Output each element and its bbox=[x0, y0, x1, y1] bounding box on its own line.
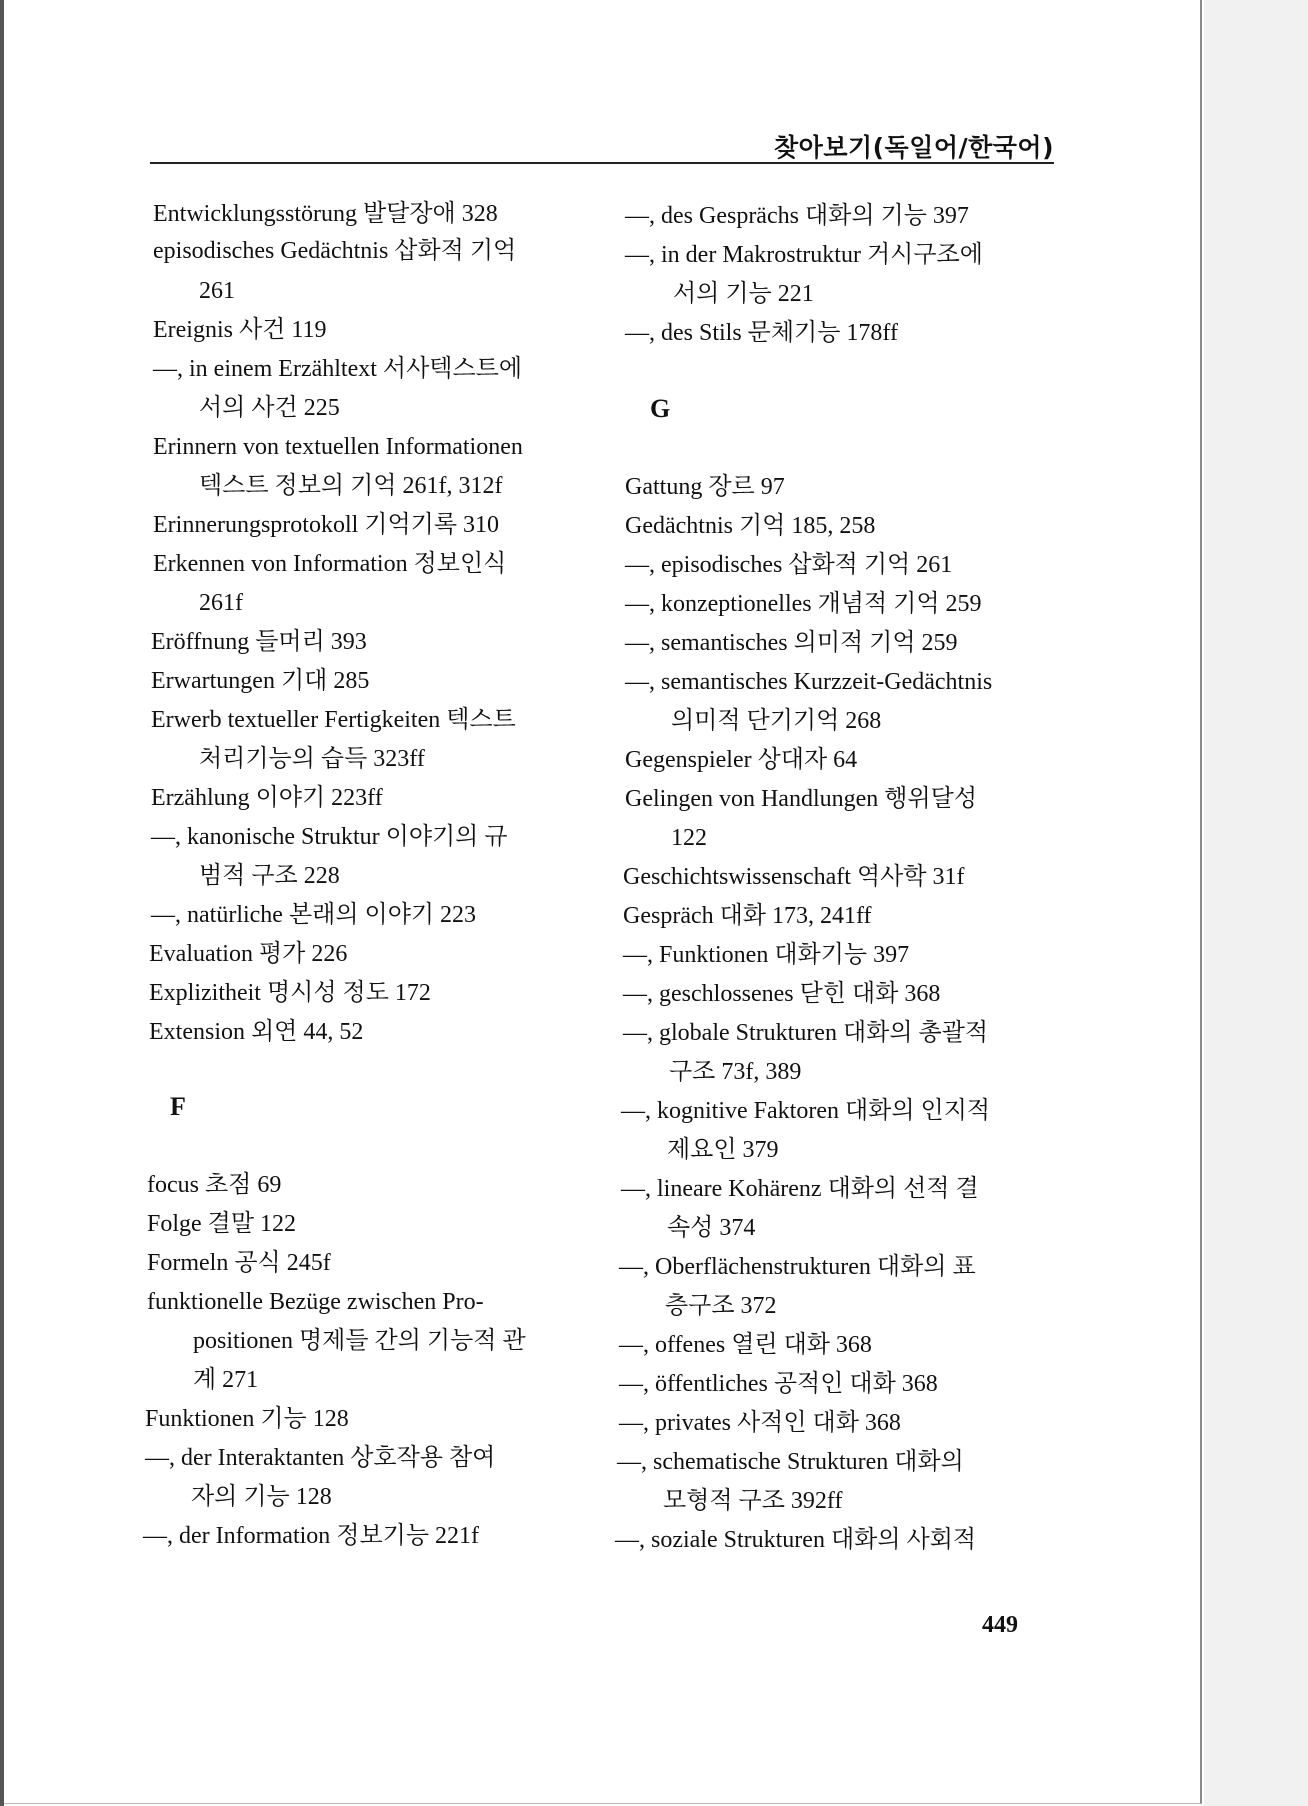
index-entry: Funktionen 기능 128 bbox=[145, 1406, 349, 1432]
index-entry: 모형적 구조 392ff bbox=[663, 1488, 843, 1514]
index-entry: 텍스트 정보의 기억 261f, 312f bbox=[199, 473, 503, 499]
index-entry: focus 초점 69 bbox=[147, 1172, 282, 1198]
index-entry: —, kanonische Struktur 이야기의 규 bbox=[151, 824, 508, 850]
index-entry: Explizitheit 명시성 정도 172 bbox=[149, 980, 431, 1006]
index-entry: —, des Stils 문체기능 178ff bbox=[625, 320, 898, 346]
index-entry: —, semantisches 의미적 기억 259 bbox=[625, 630, 958, 656]
index-entry: 서의 사건 225 bbox=[199, 395, 340, 421]
page-number: 449 bbox=[982, 1612, 1018, 1638]
index-entry: funktionelle Bezüge zwischen Pro- bbox=[147, 1289, 484, 1315]
index-entry: —, geschlossenes 닫힌 대화 368 bbox=[623, 981, 941, 1007]
index-entry: —, privates 사적인 대화 368 bbox=[619, 1410, 901, 1436]
index-entry: Gegenspieler 상대자 64 bbox=[625, 747, 858, 773]
index-entry: 의미적 단기기억 268 bbox=[671, 708, 882, 734]
index-entry: 122 bbox=[671, 825, 707, 851]
index-entry: Erinnerungsprotokoll 기억기록 310 bbox=[153, 512, 500, 538]
index-entry: Erwartungen 기대 285 bbox=[151, 668, 370, 694]
index-entry: 자의 기능 128 bbox=[191, 1484, 332, 1510]
index-entry: Eröffnung 들머리 393 bbox=[151, 629, 367, 655]
index-entry: —, der Interaktanten 상호작용 참여 bbox=[145, 1445, 496, 1471]
index-entry: —, natürliche 본래의 이야기 223 bbox=[151, 902, 477, 928]
index-entry: Erkennen von Information 정보인식 bbox=[153, 551, 507, 577]
index-entry: 처리기능의 습득 323ff bbox=[199, 746, 425, 772]
index-entry: —, episodisches 삽화적 기억 261 bbox=[625, 552, 953, 578]
index-entry: Formeln 공식 245f bbox=[147, 1250, 331, 1276]
index-entry: 범적 구조 228 bbox=[199, 863, 340, 889]
index-entry: 구조 73f, 389 bbox=[669, 1059, 802, 1085]
index-entry: Gedächtnis 기억 185, 258 bbox=[625, 513, 876, 539]
index-entry: —, in einem Erzähltext 서사텍스트에 bbox=[153, 356, 523, 382]
index-entry: Erinnern von textuellen Informationen bbox=[153, 434, 523, 460]
index-entry: —, offenes 열린 대화 368 bbox=[619, 1332, 872, 1358]
index-entry: —, des Gesprächs 대화의 기능 397 bbox=[625, 203, 969, 229]
index-entry: Entwicklungsstörung 발달장애 328 bbox=[153, 201, 498, 227]
index-entry: 층구조 372 bbox=[665, 1293, 777, 1319]
section-letter: G bbox=[650, 394, 671, 423]
index-entry: positionen 명제들 간의 기능적 관 bbox=[193, 1328, 526, 1354]
viewer-background bbox=[1204, 0, 1308, 1806]
running-header bbox=[150, 128, 1054, 164]
index-entry: Erzählung 이야기 223ff bbox=[151, 785, 383, 811]
index-entry: 제요인 379 bbox=[667, 1137, 779, 1163]
index-entry: 계 271 bbox=[193, 1367, 259, 1393]
index-entry: —, soziale Strukturen 대화의 사회적 bbox=[615, 1527, 977, 1553]
index-entry: —, semantisches Kurzzeit-Gedächtnis bbox=[625, 669, 993, 695]
index-entry: Erwerb textueller Fertigkeiten 텍스트 bbox=[151, 707, 516, 733]
index-entry: —, globale Strukturen 대화의 총괄적 bbox=[623, 1020, 989, 1046]
index-entry: Ereignis 사건 119 bbox=[153, 317, 327, 343]
index-entry: episodisches Gedächtnis 삽화적 기억 bbox=[153, 238, 517, 264]
page-left-edge bbox=[0, 0, 4, 1806]
index-entry: 261f bbox=[199, 590, 243, 616]
section-letter: F bbox=[170, 1092, 186, 1121]
index-entry: —, konzeptionelles 개념적 기억 259 bbox=[625, 591, 982, 617]
index-entry: —, lineare Kohärenz 대화의 선적 결 bbox=[621, 1176, 979, 1202]
index-entry: Gelingen von Handlungen 행위달성 bbox=[625, 786, 978, 812]
index-entry: —, kognitive Faktoren 대화의 인지적 bbox=[621, 1098, 991, 1124]
index-entry: Gespräch 대화 173, 241ff bbox=[623, 903, 872, 929]
index-entry: —, öffentliches 공적인 대화 368 bbox=[619, 1371, 938, 1397]
index-entry: —, schematische Strukturen 대화의 bbox=[617, 1449, 964, 1475]
index-entry: —, Oberflächenstrukturen 대화의 표 bbox=[619, 1254, 976, 1280]
index-entry: —, Funktionen 대화기능 397 bbox=[623, 942, 910, 968]
index-entry: Folge 결말 122 bbox=[147, 1211, 297, 1237]
index-entry: —, der Information 정보기능 221f bbox=[143, 1523, 480, 1549]
header-title: 찾아보기(독일어/한국어) bbox=[774, 133, 1054, 162]
index-entry: Gattung 장르 97 bbox=[625, 474, 785, 500]
index-entry: 261 bbox=[199, 278, 235, 304]
index-entry: Extension 외연 44, 52 bbox=[149, 1019, 364, 1045]
index-entry: 서의 기능 221 bbox=[673, 281, 814, 307]
index-entry: —, in der Makrostruktur 거시구조에 bbox=[625, 242, 983, 268]
index-entry: Geschichtswissenschaft 역사학 31f bbox=[623, 864, 965, 890]
index-entry: 속성 374 bbox=[667, 1215, 756, 1241]
index-entry: Evaluation 평가 226 bbox=[149, 941, 348, 967]
